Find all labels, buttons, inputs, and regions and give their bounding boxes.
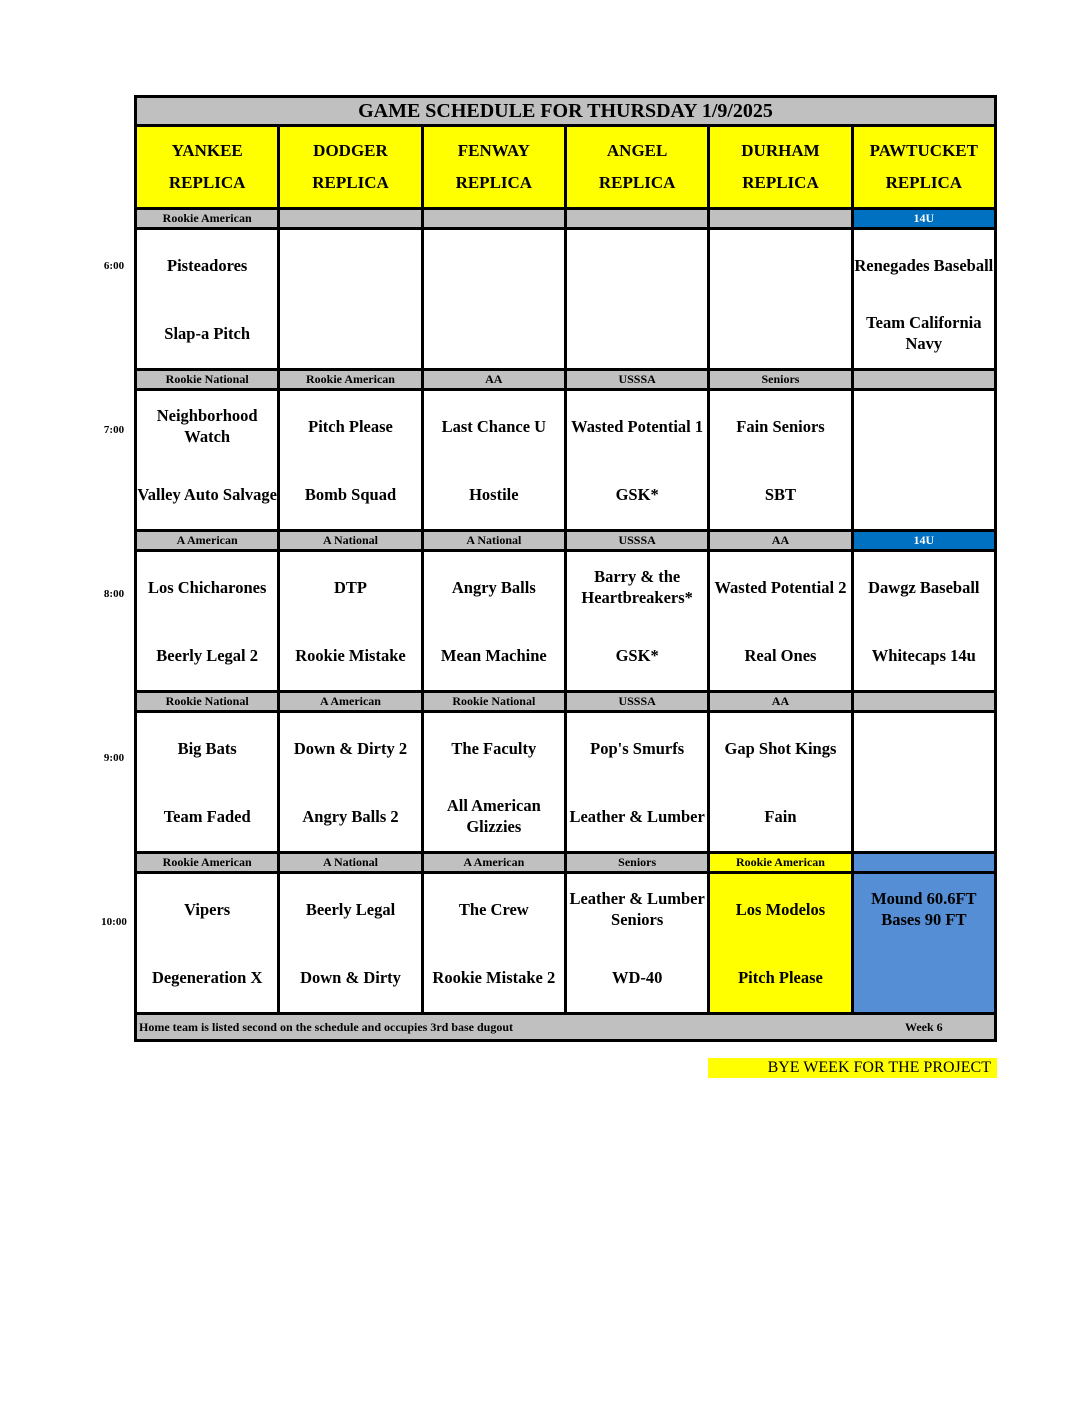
away-team: Pitch Please <box>308 416 393 436</box>
game-cell <box>279 712 422 853</box>
away-team: Last Chance U <box>441 416 547 436</box>
game-cell <box>422 551 565 692</box>
game-cell <box>852 551 995 692</box>
game-cell <box>565 712 708 853</box>
time-label-10: 10:00 <box>101 916 127 928</box>
division-label: Seniors <box>709 370 852 390</box>
away-team: Down & Dirty 2 <box>293 738 408 758</box>
division-label <box>852 692 995 712</box>
division-label <box>279 209 422 229</box>
schedule-table <box>134 95 997 1042</box>
division-label: AA <box>422 370 565 390</box>
game-cell <box>852 229 995 370</box>
home-team: Fain <box>764 806 797 826</box>
division-label: AA <box>709 531 852 551</box>
division-label: AA <box>709 692 852 712</box>
footer-bar <box>136 1014 996 1041</box>
field-sub: REPLICA <box>598 173 676 192</box>
game-row <box>136 873 996 1014</box>
away-team: Los Modelos <box>735 899 826 919</box>
game-row <box>136 712 996 853</box>
away-team: The Faculty <box>451 738 537 758</box>
field-sub: REPLICA <box>312 173 389 192</box>
away-team: Pisteadores <box>166 255 248 275</box>
home-team: All American Glizzies <box>446 796 541 836</box>
division-label: A National <box>279 531 422 551</box>
field-header-yankee <box>136 126 279 209</box>
home-team: Down & Dirty <box>300 967 401 987</box>
time-label-6: 6:00 <box>103 260 125 272</box>
schedule-title: GAME SCHEDULE FOR THURSDAY 1/9/2025 <box>136 97 996 126</box>
game-cell <box>136 229 279 370</box>
home-team: Rookie Mistake <box>295 645 406 665</box>
home-team: Mean Machine <box>440 645 547 665</box>
game-cell <box>136 712 279 853</box>
field-name: YANKEE <box>171 141 243 160</box>
game-cell <box>709 551 852 692</box>
game-cell <box>136 551 279 692</box>
field-header-row <box>136 126 996 209</box>
home-team: Angry Balls 2 <box>302 806 399 826</box>
home-team: Real Ones <box>744 645 817 665</box>
game-cell <box>709 390 852 531</box>
division-label: Rookie National <box>422 692 565 712</box>
division-label: A National <box>279 853 422 873</box>
field-sub: REPLICA <box>885 173 963 192</box>
game-cell <box>565 873 708 1014</box>
field-header-dodger <box>279 126 422 209</box>
away-team: Beerly Legal <box>305 899 396 919</box>
division-label: Rookie American <box>136 209 279 229</box>
home-team: Pitch Please <box>738 967 823 987</box>
away-team: Barry & the Heartbreakers* <box>581 567 693 607</box>
game-cell <box>279 873 422 1014</box>
division-label <box>422 209 565 229</box>
field-header-pawtucket <box>852 126 995 209</box>
time-label-8: 8:00 <box>103 588 125 600</box>
game-cell <box>565 390 708 531</box>
division-label <box>709 209 852 229</box>
away-team: Dawgz Baseball <box>868 577 980 597</box>
field-header-angel <box>565 126 708 209</box>
time-label-9: 9:00 <box>103 752 125 764</box>
division-label: Rookie American <box>136 853 279 873</box>
game-cell <box>709 712 852 853</box>
division-label: Rookie American <box>709 853 852 873</box>
field-header-fenway <box>422 126 565 209</box>
field-header-durham <box>709 126 852 209</box>
away-team: Renegades Baseball <box>854 255 994 275</box>
game-cell <box>852 712 995 853</box>
field-name: PAWTUCKET <box>869 141 978 160</box>
field-sub: REPLICA <box>742 173 819 192</box>
division-label: USSSA <box>565 531 708 551</box>
division-label: A American <box>136 531 279 551</box>
division-label: USSSA <box>565 692 708 712</box>
time-label-7: 7:00 <box>103 424 125 436</box>
division-label: A National <box>422 531 565 551</box>
away-team: The Crew <box>458 899 529 919</box>
away-team: Wasted Potential 1 <box>571 416 704 436</box>
home-team: Beerly Legal 2 <box>156 645 259 665</box>
division-label: Rookie American <box>279 370 422 390</box>
away-team: Angry Balls <box>451 577 536 597</box>
home-team: Hostile <box>469 484 519 504</box>
game-cell <box>565 229 708 370</box>
game-row <box>136 551 996 692</box>
game-cell <box>565 551 708 692</box>
game-cell <box>422 712 565 853</box>
away-team: Leather & Lumber Seniors <box>569 889 705 929</box>
field-name: FENWAY <box>457 141 530 160</box>
game-cell <box>422 390 565 531</box>
home-team: Team Faded <box>163 806 251 826</box>
home-team-note: Home team is listed second on the schedule and occupies 3rd base dugout <box>139 1020 514 1034</box>
away-team: Los Chicharones <box>147 577 267 597</box>
game-cell <box>709 873 852 1014</box>
away-team: Neighborhood Watch <box>156 406 258 446</box>
division-label: 14U <box>852 531 995 551</box>
field-name: ANGEL <box>606 141 668 160</box>
week-label: Week 6 <box>905 1020 943 1034</box>
game-cell <box>279 390 422 531</box>
division-label <box>565 209 708 229</box>
home-team: Valley Auto Salvage <box>137 484 277 504</box>
division-label: 14U <box>852 209 995 229</box>
division-label: Rookie National <box>136 370 279 390</box>
division-label: A American <box>279 692 422 712</box>
division-label: A American <box>422 853 565 873</box>
field-sub: REPLICA <box>168 173 246 192</box>
game-row <box>136 390 996 531</box>
division-row <box>136 692 996 712</box>
division-label: Rookie National <box>136 692 279 712</box>
division-label <box>852 853 995 873</box>
game-cell <box>422 229 565 370</box>
game-cell <box>136 390 279 531</box>
home-team: WD-40 <box>611 967 663 987</box>
field-dimensions-note: Mound 60.6FT Bases 90 FT <box>871 889 977 929</box>
home-team: GSK* <box>615 484 659 504</box>
home-team: SBT <box>764 484 797 504</box>
home-team: Degeneration X <box>151 967 263 987</box>
game-cell <box>852 390 995 531</box>
field-name: DURHAM <box>741 141 820 160</box>
away-team: Fain Seniors <box>736 416 825 436</box>
home-team: Bomb Squad <box>304 484 397 504</box>
away-team: Wasted Potential 2 <box>714 577 847 597</box>
division-row <box>136 209 996 229</box>
division-row <box>136 853 996 873</box>
home-team: Team California Navy <box>866 313 982 353</box>
game-cell <box>709 229 852 370</box>
home-team: GSK* <box>615 645 659 665</box>
game-cell <box>422 873 565 1014</box>
home-team: Slap-a Pitch <box>164 323 251 343</box>
bye-week-notice: BYE WEEK FOR THE PROJECT <box>708 1058 997 1078</box>
away-team: DTP <box>333 577 367 597</box>
game-row <box>136 229 996 370</box>
field-name: DODGER <box>313 141 388 160</box>
home-team: Rookie Mistake 2 <box>432 967 556 987</box>
division-label: USSSA <box>565 370 708 390</box>
division-row <box>136 531 996 551</box>
schedule-sheet <box>134 95 997 1042</box>
game-cell <box>279 229 422 370</box>
away-team: Pop's Smurfs <box>590 738 685 758</box>
division-row <box>136 370 996 390</box>
field-sub: REPLICA <box>455 173 533 192</box>
game-cell <box>279 551 422 692</box>
division-label: Seniors <box>565 853 708 873</box>
home-team: Whitecaps 14u <box>871 645 976 665</box>
away-team: Gap Shot Kings <box>724 738 837 758</box>
away-team: Vipers <box>184 899 231 919</box>
game-cell <box>136 873 279 1014</box>
division-label <box>852 370 995 390</box>
away-team: Big Bats <box>177 738 237 758</box>
field-note-cell <box>852 873 995 1014</box>
home-team: Leather & Lumber <box>569 806 705 826</box>
